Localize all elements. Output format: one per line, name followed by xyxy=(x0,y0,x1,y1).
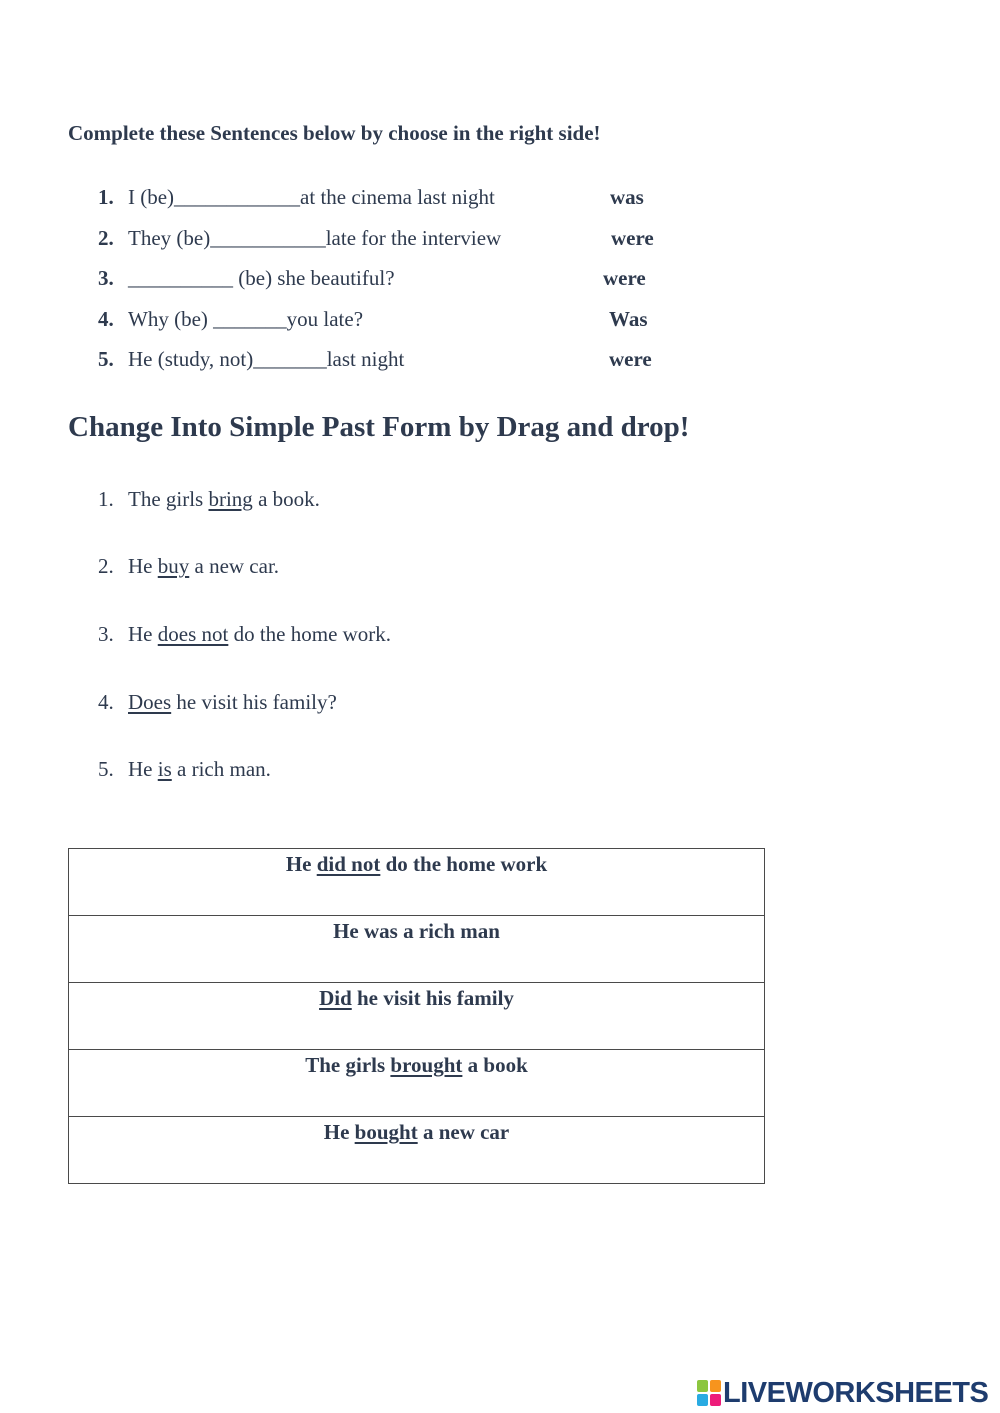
underlined-verb: is xyxy=(157,757,172,781)
drag-answer-cell[interactable] xyxy=(69,1050,765,1117)
item-number: 1. xyxy=(98,185,114,209)
list-item xyxy=(98,347,404,377)
answer-option[interactable]: was xyxy=(610,185,644,209)
underlined-verb: buy xyxy=(157,554,190,578)
table-row xyxy=(69,849,765,916)
sentence-post: do the home work. xyxy=(228,622,392,646)
answer-pre: He xyxy=(285,852,317,876)
drag-answer-cell[interactable] xyxy=(69,849,765,916)
list-item xyxy=(98,226,501,256)
answer-post: he visit his family xyxy=(351,986,514,1010)
logo-squares-icon xyxy=(697,1380,721,1406)
answer-post: do the home work xyxy=(380,852,548,876)
answer-pre: He xyxy=(323,1120,355,1144)
answer-pre: He was a rich man xyxy=(333,919,500,943)
table-row xyxy=(69,1050,765,1117)
answer-verb: did not xyxy=(316,852,381,876)
list-item xyxy=(98,266,395,296)
answer-verb: brought xyxy=(390,1053,463,1077)
item-number: 4. xyxy=(98,307,114,331)
logo-text: LIVEWORKSHEETS xyxy=(723,1376,989,1409)
answer-verb: bought xyxy=(354,1120,418,1144)
item-number: 3. xyxy=(98,622,114,646)
sentence-post: a rich man. xyxy=(171,757,271,781)
section2-title: Change Into Simple Past Form by Drag and drop! xyxy=(68,411,690,443)
list-item xyxy=(98,622,391,647)
answer-post: a book xyxy=(462,1053,528,1077)
table-row xyxy=(69,1117,765,1184)
drag-answer-cell[interactable] xyxy=(69,983,765,1050)
item-number: 1. xyxy=(98,487,114,511)
item-number: 2. xyxy=(98,226,114,250)
drag-answer-cell[interactable] xyxy=(69,1117,765,1184)
item-number: 3. xyxy=(98,266,114,290)
sentence-text: He (study, not)_______last night xyxy=(128,347,405,371)
item-number: 4. xyxy=(98,690,114,714)
item-number: 5. xyxy=(98,757,114,781)
sentence-pre: He xyxy=(128,622,158,646)
answer-verb: Did xyxy=(319,986,352,1010)
underlined-verb: Does xyxy=(128,690,172,714)
sentence-pre: He xyxy=(128,554,158,578)
sentence-text: __________ (be) she beautiful? xyxy=(128,266,395,290)
table-row xyxy=(69,916,765,983)
liveworksheets-logo xyxy=(697,1377,988,1409)
underlined-verb: does not xyxy=(157,622,229,646)
sentence-text: They (be)___________late for the interview xyxy=(128,226,502,250)
answer-pre: The girls xyxy=(305,1053,391,1077)
list-item xyxy=(98,487,320,512)
sentence-pre: The girls xyxy=(128,487,209,511)
sentence-post: a new car. xyxy=(189,554,280,578)
sentence-post: a book. xyxy=(252,487,320,511)
list-item xyxy=(98,757,271,782)
sentence-post: he visit his family? xyxy=(171,690,337,714)
item-number: 2. xyxy=(98,554,114,578)
list-item xyxy=(98,185,495,215)
underlined-verb: bring xyxy=(208,487,253,511)
list-item xyxy=(98,554,279,579)
drag-answer-cell[interactable] xyxy=(69,916,765,983)
list-item xyxy=(98,690,337,715)
answer-option[interactable]: Was xyxy=(609,307,648,331)
answer-post: a new car xyxy=(417,1120,510,1144)
sentence-text: I (be)____________at the cinema last night xyxy=(128,185,495,209)
sentence-pre: He xyxy=(128,757,158,781)
item-number: 5. xyxy=(98,347,114,371)
answer-option[interactable]: were xyxy=(611,226,654,250)
list-item xyxy=(98,307,363,337)
table-row xyxy=(69,983,765,1050)
sentence-text: Why (be) _______you late? xyxy=(128,307,364,331)
answer-option[interactable]: were xyxy=(603,266,646,290)
section1-title: Complete these Sentences below by choose in the right side! xyxy=(68,121,601,145)
answers-table xyxy=(68,848,765,1184)
answer-option[interactable]: were xyxy=(609,347,652,371)
